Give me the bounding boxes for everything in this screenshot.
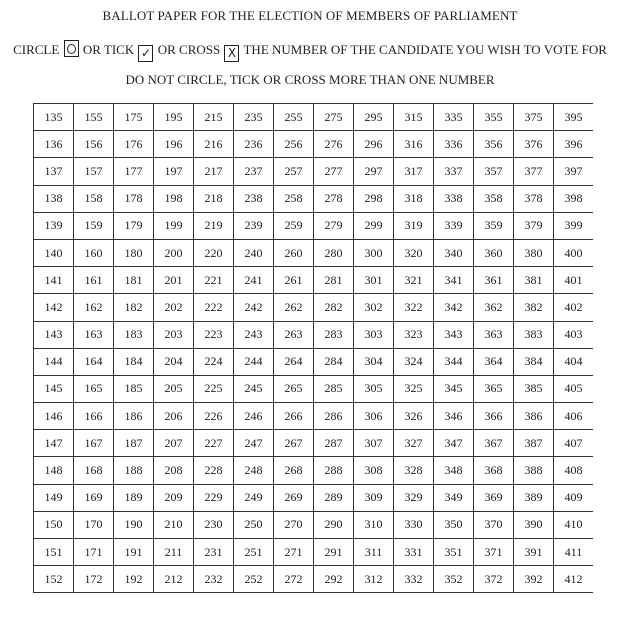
- candidate-number-cell[interactable]: 245: [234, 375, 274, 402]
- tick-label: OR TICK: [82, 42, 135, 57]
- candidate-number-cell[interactable]: 183: [114, 321, 154, 348]
- candidate-number-cell[interactable]: 208: [154, 457, 194, 484]
- candidate-number-cell[interactable]: 377: [514, 158, 554, 185]
- candidate-number-cell[interactable]: 363: [474, 321, 514, 348]
- candidate-number-cell[interactable]: 402: [554, 294, 594, 321]
- candidate-number-cell[interactable]: 271: [274, 539, 314, 566]
- candidate-number-cell[interactable]: 144: [34, 348, 74, 375]
- candidate-number-cell[interactable]: 368: [474, 457, 514, 484]
- candidate-number-cell[interactable]: 192: [114, 566, 154, 593]
- candidate-number-cell[interactable]: 182: [114, 294, 154, 321]
- candidate-number-cell[interactable]: 175: [114, 104, 154, 131]
- candidate-number-cell[interactable]: 321: [394, 267, 434, 294]
- instruction-tail: THE NUMBER OF THE CANDIDATE YOU WISH TO VOTE FOR: [243, 42, 607, 57]
- table-row: [34, 375, 594, 402]
- candidate-number-cell[interactable]: 152: [34, 566, 74, 593]
- candidate-number-cell[interactable]: 278: [314, 185, 354, 212]
- candidate-number-cell[interactable]: 395: [554, 104, 594, 131]
- candidate-number-cell[interactable]: 189: [114, 484, 154, 511]
- candidate-number-cell[interactable]: 177: [114, 158, 154, 185]
- candidate-number-cell[interactable]: 369: [474, 484, 514, 511]
- candidate-number-cell[interactable]: 224: [194, 348, 234, 375]
- candidate-number-cell[interactable]: 147: [34, 430, 74, 457]
- candidate-number-cell[interactable]: 359: [474, 212, 514, 239]
- candidate-number-cell[interactable]: 375: [514, 104, 554, 131]
- candidate-number-cell[interactable]: 397: [554, 158, 594, 185]
- candidate-number-cell[interactable]: 323: [394, 321, 434, 348]
- candidate-number-cell[interactable]: 262: [274, 294, 314, 321]
- candidate-number-cell[interactable]: 250: [234, 511, 274, 538]
- table-row: [34, 239, 594, 266]
- candidate-number-cell[interactable]: 335: [434, 104, 474, 131]
- candidate-number-cell[interactable]: 356: [474, 131, 514, 158]
- candidate-number-cell[interactable]: 411: [554, 539, 594, 566]
- candidate-number-cell[interactable]: 276: [314, 131, 354, 158]
- tick-icon: [138, 45, 153, 62]
- candidate-number-cell[interactable]: 235: [234, 104, 274, 131]
- candidate-number-cell[interactable]: 178: [114, 185, 154, 212]
- candidate-number-cell[interactable]: 332: [394, 566, 434, 593]
- candidate-number-cell[interactable]: 229: [194, 484, 234, 511]
- candidate-number-cell[interactable]: 326: [394, 403, 434, 430]
- candidate-number-cell[interactable]: 200: [154, 239, 194, 266]
- candidate-number-cell[interactable]: 383: [514, 321, 554, 348]
- candidate-number-cell[interactable]: 238: [234, 185, 274, 212]
- candidate-number-cell[interactable]: 244: [234, 348, 274, 375]
- candidate-number-cell[interactable]: 322: [394, 294, 434, 321]
- candidate-number-cell[interactable]: 330: [394, 511, 434, 538]
- candidate-number-cell[interactable]: 231: [194, 539, 234, 566]
- table-row: [34, 403, 594, 430]
- candidate-number-cell[interactable]: 169: [74, 484, 114, 511]
- candidate-number-cell[interactable]: 199: [154, 212, 194, 239]
- tick-symbol: ✓: [140, 46, 151, 60]
- cross-label: OR CROSS: [157, 42, 221, 57]
- candidate-number-cell[interactable]: 191: [114, 539, 154, 566]
- candidate-number-cell[interactable]: 146: [34, 403, 74, 430]
- candidate-number-cell[interactable]: 201: [154, 267, 194, 294]
- candidate-number-cell[interactable]: 390: [514, 511, 554, 538]
- candidate-number-cell[interactable]: 396: [554, 131, 594, 158]
- candidate-number-cell[interactable]: 338: [434, 185, 474, 212]
- candidate-number-cell[interactable]: 222: [194, 294, 234, 321]
- candidate-number-cell[interactable]: 412: [554, 566, 594, 593]
- candidate-number-cell[interactable]: 327: [394, 430, 434, 457]
- candidate-number-cell[interactable]: 387: [514, 430, 554, 457]
- candidate-number-cell[interactable]: 399: [554, 212, 594, 239]
- candidate-number-cell[interactable]: 256: [274, 131, 314, 158]
- candidate-number-cell[interactable]: 379: [514, 212, 554, 239]
- candidate-number-cell[interactable]: 168: [74, 457, 114, 484]
- candidate-number-cell[interactable]: 331: [394, 539, 434, 566]
- candidate-number-cell[interactable]: 258: [274, 185, 314, 212]
- candidate-number-cell[interactable]: 210: [154, 511, 194, 538]
- candidate-number-cell[interactable]: 236: [234, 131, 274, 158]
- candidate-number-cell[interactable]: 179: [114, 212, 154, 239]
- candidate-number-cell[interactable]: 260: [274, 239, 314, 266]
- candidate-number-cell[interactable]: 352: [434, 566, 474, 593]
- candidate-number-cell[interactable]: 303: [354, 321, 394, 348]
- candidate-number-cell[interactable]: 297: [354, 158, 394, 185]
- candidate-number-cell[interactable]: 280: [314, 239, 354, 266]
- candidate-number-cell[interactable]: 311: [354, 539, 394, 566]
- candidate-number-cell[interactable]: 389: [514, 484, 554, 511]
- candidate-number-cell[interactable]: 269: [274, 484, 314, 511]
- candidate-number-cell[interactable]: 340: [434, 239, 474, 266]
- candidate-number-cell[interactable]: 305: [354, 375, 394, 402]
- candidate-number-cell[interactable]: 142: [34, 294, 74, 321]
- candidate-number-cell[interactable]: 186: [114, 403, 154, 430]
- candidate-number-cell[interactable]: 145: [34, 375, 74, 402]
- candidate-number-cell[interactable]: 261: [274, 267, 314, 294]
- candidate-number-cell[interactable]: 241: [234, 267, 274, 294]
- candidate-number-cell[interactable]: 388: [514, 457, 554, 484]
- candidate-number-cell[interactable]: 209: [154, 484, 194, 511]
- candidate-number-cell[interactable]: 264: [274, 348, 314, 375]
- candidate-number-cell[interactable]: 216: [194, 131, 234, 158]
- candidate-number-cell[interactable]: 149: [34, 484, 74, 511]
- candidate-number-cell[interactable]: 346: [434, 403, 474, 430]
- candidate-number-cell[interactable]: 218: [194, 185, 234, 212]
- candidate-table: [33, 103, 593, 593]
- candidate-number-cell[interactable]: 365: [474, 375, 514, 402]
- candidate-number-cell[interactable]: 172: [74, 566, 114, 593]
- candidate-number-cell[interactable]: 355: [474, 104, 514, 131]
- candidate-number-cell[interactable]: 384: [514, 348, 554, 375]
- candidate-number-cell[interactable]: 197: [154, 158, 194, 185]
- cross-icon: [224, 45, 239, 62]
- circle-icon: [64, 40, 79, 57]
- candidate-number-cell[interactable]: 286: [314, 403, 354, 430]
- candidate-number-cell[interactable]: 406: [554, 403, 594, 430]
- candidate-number-cell[interactable]: 328: [394, 457, 434, 484]
- candidate-number-cell[interactable]: 167: [74, 430, 114, 457]
- candidate-number-cell[interactable]: 380: [514, 239, 554, 266]
- candidate-number-cell[interactable]: 163: [74, 321, 114, 348]
- candidate-number-cell[interactable]: 198: [154, 185, 194, 212]
- candidate-number-cell[interactable]: 385: [514, 375, 554, 402]
- candidate-number-cell[interactable]: 215: [194, 104, 234, 131]
- table-row: [34, 104, 594, 131]
- table-row: [34, 430, 594, 457]
- candidate-number-cell[interactable]: 324: [394, 348, 434, 375]
- circle-label: CIRCLE: [13, 42, 60, 57]
- candidate-number-cell[interactable]: 212: [154, 566, 194, 593]
- candidate-number-cell[interactable]: 180: [114, 239, 154, 266]
- candidate-number-cell[interactable]: 295: [354, 104, 394, 131]
- candidate-number-cell[interactable]: 190: [114, 511, 154, 538]
- candidate-number-cell[interactable]: 247: [234, 430, 274, 457]
- candidate-number-cell[interactable]: 136: [34, 131, 74, 158]
- candidate-number-cell[interactable]: 398: [554, 185, 594, 212]
- candidate-number-cell[interactable]: 159: [74, 212, 114, 239]
- candidate-number-cell[interactable]: 161: [74, 267, 114, 294]
- candidate-number-cell[interactable]: 230: [194, 511, 234, 538]
- candidate-number-cell[interactable]: 204: [154, 348, 194, 375]
- candidate-number-cell[interactable]: 310: [354, 511, 394, 538]
- candidate-number-cell[interactable]: 277: [314, 158, 354, 185]
- candidate-number-cell[interactable]: 308: [354, 457, 394, 484]
- candidate-number-cell[interactable]: 257: [274, 158, 314, 185]
- table-row: [34, 348, 594, 375]
- candidate-number-cell[interactable]: 344: [434, 348, 474, 375]
- candidate-number-cell[interactable]: 140: [34, 239, 74, 266]
- candidate-number-cell[interactable]: 351: [434, 539, 474, 566]
- candidate-number-cell[interactable]: 137: [34, 158, 74, 185]
- candidate-number-cell[interactable]: 279: [314, 212, 354, 239]
- candidate-number-cell[interactable]: 392: [514, 566, 554, 593]
- candidate-number-cell[interactable]: 316: [394, 131, 434, 158]
- table-row: [34, 484, 594, 511]
- candidate-number-cell[interactable]: 302: [354, 294, 394, 321]
- candidate-number-cell[interactable]: 268: [274, 457, 314, 484]
- candidate-number-cell[interactable]: 141: [34, 267, 74, 294]
- candidate-number-cell[interactable]: 349: [434, 484, 474, 511]
- candidate-number-cell[interactable]: 259: [274, 212, 314, 239]
- candidate-number-cell[interactable]: 337: [434, 158, 474, 185]
- candidate-number-cell[interactable]: 151: [34, 539, 74, 566]
- candidate-number-cell[interactable]: 195: [154, 104, 194, 131]
- candidate-number-cell[interactable]: 165: [74, 375, 114, 402]
- candidate-number-cell[interactable]: 219: [194, 212, 234, 239]
- candidate-number-cell[interactable]: 196: [154, 131, 194, 158]
- candidate-number-cell[interactable]: 336: [434, 131, 474, 158]
- table-row: [34, 566, 594, 593]
- candidate-number-cell[interactable]: 150: [34, 511, 74, 538]
- candidate-number-cell[interactable]: 405: [554, 375, 594, 402]
- candidate-number-cell[interactable]: 325: [394, 375, 434, 402]
- candidate-number-cell[interactable]: 306: [354, 403, 394, 430]
- table-row: [34, 267, 594, 294]
- candidate-number-cell[interactable]: 232: [194, 566, 234, 593]
- candidate-number-cell[interactable]: 242: [234, 294, 274, 321]
- candidate-number-cell[interactable]: 409: [554, 484, 594, 511]
- candidate-number-cell[interactable]: 381: [514, 267, 554, 294]
- candidate-number-cell[interactable]: 207: [154, 430, 194, 457]
- candidate-number-cell[interactable]: 223: [194, 321, 234, 348]
- candidate-number-cell[interactable]: 289: [314, 484, 354, 511]
- cross-symbol: X: [227, 46, 237, 60]
- table-row: [34, 539, 594, 566]
- candidate-number-cell[interactable]: 205: [154, 375, 194, 402]
- candidate-number-cell[interactable]: 275: [314, 104, 354, 131]
- candidate-number-cell[interactable]: 312: [354, 566, 394, 593]
- candidate-number-cell[interactable]: 361: [474, 267, 514, 294]
- table-row: [34, 185, 594, 212]
- candidate-number-cell[interactable]: 350: [434, 511, 474, 538]
- candidate-number-cell[interactable]: 371: [474, 539, 514, 566]
- candidate-number-cell[interactable]: 162: [74, 294, 114, 321]
- candidate-number-cell[interactable]: 237: [234, 158, 274, 185]
- candidate-number-cell[interactable]: 300: [354, 239, 394, 266]
- candidate-number-cell[interactable]: 284: [314, 348, 354, 375]
- candidate-number-cell[interactable]: 370: [474, 511, 514, 538]
- candidate-number-cell[interactable]: 307: [354, 430, 394, 457]
- candidate-number-cell[interactable]: 188: [114, 457, 154, 484]
- candidate-number-cell[interactable]: 364: [474, 348, 514, 375]
- candidate-number-cell[interactable]: 366: [474, 403, 514, 430]
- candidate-number-cell[interactable]: 290: [314, 511, 354, 538]
- candidate-number-cell[interactable]: 362: [474, 294, 514, 321]
- candidate-number-cell[interactable]: 187: [114, 430, 154, 457]
- warning-text: DO NOT CIRCLE, TICK OR CROSS MORE THAN ONE NUMBER: [125, 72, 495, 87]
- candidate-number-cell[interactable]: 348: [434, 457, 474, 484]
- candidate-number-cell[interactable]: 155: [74, 104, 114, 131]
- candidate-number-cell[interactable]: 292: [314, 566, 354, 593]
- candidate-number-cell[interactable]: 272: [274, 566, 314, 593]
- candidate-number-cell[interactable]: 164: [74, 348, 114, 375]
- candidate-number-cell[interactable]: 319: [394, 212, 434, 239]
- candidate-number-cell[interactable]: 283: [314, 321, 354, 348]
- candidate-number-cell[interactable]: 206: [154, 403, 194, 430]
- candidate-number-cell[interactable]: 282: [314, 294, 354, 321]
- candidate-number-cell[interactable]: 221: [194, 267, 234, 294]
- candidate-number-cell[interactable]: 267: [274, 430, 314, 457]
- candidate-number-cell[interactable]: 148: [34, 457, 74, 484]
- candidate-number-cell[interactable]: 360: [474, 239, 514, 266]
- candidate-number-cell[interactable]: 401: [554, 267, 594, 294]
- candidate-number-cell[interactable]: 171: [74, 539, 114, 566]
- candidate-number-cell[interactable]: 227: [194, 430, 234, 457]
- table-row: [34, 294, 594, 321]
- candidate-number-cell[interactable]: 170: [74, 511, 114, 538]
- table-row: [34, 212, 594, 239]
- candidate-number-cell[interactable]: 185: [114, 375, 154, 402]
- candidate-number-cell[interactable]: 220: [194, 239, 234, 266]
- candidate-number-cell[interactable]: 211: [154, 539, 194, 566]
- candidate-number-cell[interactable]: 156: [74, 131, 114, 158]
- candidate-number-cell[interactable]: 318: [394, 185, 434, 212]
- candidate-number-cell[interactable]: 281: [314, 267, 354, 294]
- candidate-number-cell[interactable]: 255: [274, 104, 314, 131]
- candidate-number-cell[interactable]: 226: [194, 403, 234, 430]
- candidate-number-cell[interactable]: 217: [194, 158, 234, 185]
- candidate-number-cell[interactable]: 203: [154, 321, 194, 348]
- candidate-number-cell[interactable]: 408: [554, 457, 594, 484]
- candidate-number-cell[interactable]: 285: [314, 375, 354, 402]
- candidate-number-cell[interactable]: 265: [274, 375, 314, 402]
- candidate-number-cell[interactable]: 309: [354, 484, 394, 511]
- candidate-number-cell[interactable]: 288: [314, 457, 354, 484]
- candidate-number-cell[interactable]: 358: [474, 185, 514, 212]
- candidate-number-cell[interactable]: 410: [554, 511, 594, 538]
- candidate-number-cell[interactable]: 243: [234, 321, 274, 348]
- candidate-number-cell[interactable]: 304: [354, 348, 394, 375]
- ballot-title: BALLOT PAPER FOR THE ELECTION OF MEMBERS OF PARLIAMENT: [102, 8, 518, 23]
- candidate-number-cell[interactable]: 357: [474, 158, 514, 185]
- candidate-number-cell[interactable]: 298: [354, 185, 394, 212]
- candidate-grid: [33, 103, 593, 643]
- table-row: [34, 321, 594, 348]
- candidate-number-cell[interactable]: 225: [194, 375, 234, 402]
- candidate-number-cell[interactable]: 184: [114, 348, 154, 375]
- candidate-number-cell[interactable]: 240: [234, 239, 274, 266]
- candidate-number-cell[interactable]: 166: [74, 403, 114, 430]
- candidate-number-cell[interactable]: 320: [394, 239, 434, 266]
- candidate-number-cell[interactable]: 339: [434, 212, 474, 239]
- candidate-number-cell[interactable]: 301: [354, 267, 394, 294]
- candidate-number-cell[interactable]: 160: [74, 239, 114, 266]
- candidate-number-cell[interactable]: 403: [554, 321, 594, 348]
- table-row: [34, 158, 594, 185]
- table-row: [34, 131, 594, 158]
- candidate-number-cell[interactable]: 372: [474, 566, 514, 593]
- candidate-number-cell[interactable]: 317: [394, 158, 434, 185]
- candidate-number-cell[interactable]: 329: [394, 484, 434, 511]
- candidate-number-cell[interactable]: 343: [434, 321, 474, 348]
- candidate-number-cell[interactable]: 228: [194, 457, 234, 484]
- candidate-number-cell[interactable]: 296: [354, 131, 394, 158]
- candidate-number-cell[interactable]: 139: [34, 212, 74, 239]
- candidate-number-cell[interactable]: 138: [34, 185, 74, 212]
- candidate-number-cell[interactable]: 181: [114, 267, 154, 294]
- candidate-number-cell[interactable]: 378: [514, 185, 554, 212]
- candidate-number-cell[interactable]: 248: [234, 457, 274, 484]
- candidate-number-cell[interactable]: 252: [234, 566, 274, 593]
- candidate-number-cell[interactable]: 251: [234, 539, 274, 566]
- voting-instruction: [0, 40, 620, 62]
- candidate-number-cell[interactable]: 299: [354, 212, 394, 239]
- candidate-number-cell[interactable]: 202: [154, 294, 194, 321]
- candidate-number-cell[interactable]: 291: [314, 539, 354, 566]
- candidate-number-cell[interactable]: 391: [514, 539, 554, 566]
- candidate-number-cell[interactable]: 246: [234, 403, 274, 430]
- candidate-number-cell[interactable]: 158: [74, 185, 114, 212]
- candidate-number-cell[interactable]: 249: [234, 484, 274, 511]
- candidate-number-cell[interactable]: 367: [474, 430, 514, 457]
- candidate-number-cell[interactable]: 239: [234, 212, 274, 239]
- candidate-number-cell[interactable]: 382: [514, 294, 554, 321]
- candidate-number-cell[interactable]: 400: [554, 239, 594, 266]
- candidate-number-cell[interactable]: 341: [434, 267, 474, 294]
- table-row: [34, 457, 594, 484]
- candidate-number-cell[interactable]: 407: [554, 430, 594, 457]
- candidate-number-cell[interactable]: 135: [34, 104, 74, 131]
- candidate-number-cell[interactable]: 315: [394, 104, 434, 131]
- candidate-number-cell[interactable]: 376: [514, 131, 554, 158]
- candidate-number-cell[interactable]: 157: [74, 158, 114, 185]
- candidate-number-cell[interactable]: 342: [434, 294, 474, 321]
- candidate-number-cell[interactable]: 347: [434, 430, 474, 457]
- candidate-number-cell[interactable]: 386: [514, 403, 554, 430]
- candidate-number-cell[interactable]: 176: [114, 131, 154, 158]
- candidate-number-cell[interactable]: 270: [274, 511, 314, 538]
- table-row: [34, 511, 594, 538]
- candidate-number-cell[interactable]: 266: [274, 403, 314, 430]
- candidate-number-cell[interactable]: 263: [274, 321, 314, 348]
- candidate-number-cell[interactable]: 345: [434, 375, 474, 402]
- candidate-number-cell[interactable]: 404: [554, 348, 594, 375]
- candidate-number-cell[interactable]: 287: [314, 430, 354, 457]
- candidate-number-cell[interactable]: 143: [34, 321, 74, 348]
